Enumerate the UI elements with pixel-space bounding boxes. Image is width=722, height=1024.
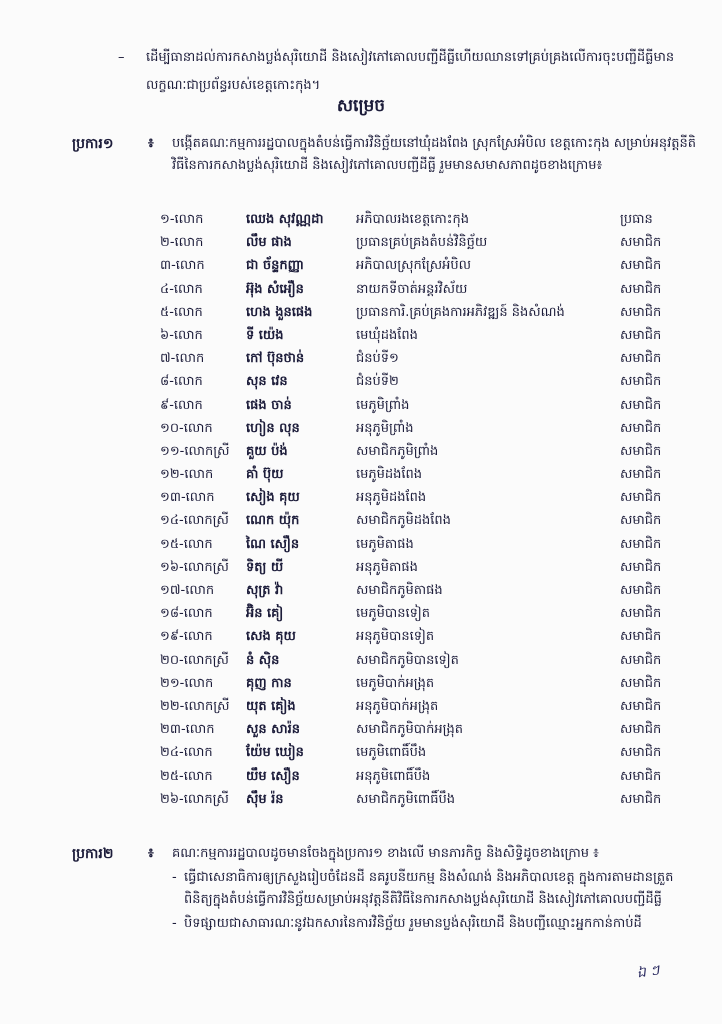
member-position: អភិបាលរងខេត្តកោះកុង (356, 212, 469, 227)
member-number: ២៣-លោក (160, 722, 215, 738)
member-name: យឹម សឿន (246, 768, 300, 784)
member-position: ប្រធានគ្រប់គ្រងតំបន់វិនិច្ឆ័យ (356, 235, 488, 251)
member-role: សមាជិក (620, 606, 662, 622)
member-position: អនុភូមិព្រាំង (356, 420, 414, 436)
member-number: ៥-លោក (160, 304, 203, 320)
member-number: ២៥-លោក (160, 768, 213, 784)
bullet-text: ធ្វើជាសេនាធិការឲ្យក្រសួងរៀបចំដែនដី នគរូបនីយកម្ម និងសំណង់ និងអភិបាលខេត្ត ក្នុងការតាមដានត្រួតពិនិត្យក្នុងតំបន់ធ្វើការវិនិច្ឆ័យសម្រាប់អនុវត្តនីតិវិធីនៃការកសាងប្លង់សុរិយោដី និងសៀវភៅគោលបញ្ជីដីធ្លី (184, 870, 674, 907)
member-position: ជំនប់ទី២ (356, 374, 399, 390)
member-number: ៩-លោក (160, 397, 203, 413)
member-number: ៨-លោក (160, 374, 203, 390)
member-role: សមាជិក (620, 513, 662, 529)
member-row (160, 231, 705, 254)
member-role: សមាជិក (620, 722, 662, 738)
member-row (160, 394, 705, 417)
member-row (160, 463, 705, 486)
member-row (160, 509, 705, 532)
article-1-label: ប្រការ១ (72, 136, 114, 152)
member-row (160, 417, 705, 440)
member-number: ១១-លោកស្រី (160, 443, 230, 459)
member-number: ២១-លោក (160, 675, 214, 691)
article-1-text: បង្កើតគណៈកម្មការរដ្ឋបាលក្នុងតំបន់ធ្វើការវិនិច្ឆ័យនៅឃុំដងពែង ស្រុកស្រែអំបិល ខេត្តកោះកុង សម្រាប់អនុវត្តនីតិវិធីនៃការកសាងប្លង់សុរិយោដី និងសៀវភៅគោលបញ្ជីដីធ្លី រួមមានសមាសភាពដូចខាងក្រោម៖ (172, 136, 697, 173)
member-role: សមាជិក (620, 490, 662, 506)
member-name: គួយ ប៉ង់ (246, 443, 288, 459)
member-position: នាយកទីចាត់អន្តរវិស័យ (356, 281, 468, 297)
handwritten-initials: ឯ ៗ (635, 962, 661, 982)
member-row (160, 672, 705, 695)
member-role: សមាជិក (620, 559, 662, 575)
member-name: សួន សារ៉ន (246, 722, 301, 738)
member-number: ១៦-លោកស្រី (160, 559, 229, 575)
member-role: សមាជិក (620, 675, 662, 691)
member-position: មេឃុំដងពែង (356, 327, 418, 343)
member-row (160, 602, 705, 625)
member-number: ២២-លោកស្រី (160, 698, 230, 714)
member-role: សមាជិក (620, 652, 662, 668)
member-position: មេភូមិពោធិ៍បឹង (356, 745, 427, 761)
member-position: សមាជិកភូមិដងពែង (356, 513, 451, 529)
article-1 (72, 133, 697, 177)
member-role: សមាជិក (620, 536, 662, 552)
member-row (160, 324, 705, 347)
member-name: យុត គៀង (246, 698, 296, 714)
member-name: អ៊ុង សំអឿន (246, 281, 304, 297)
member-number: ២៦-លោកស្រី (160, 791, 229, 807)
member-name: កៅ ប៊ុនថាន់ (246, 351, 305, 367)
member-row (160, 208, 705, 231)
member-row (160, 370, 705, 393)
member-row (160, 440, 705, 463)
member-name: សុន វេន (246, 374, 288, 390)
member-role: សមាជិក (620, 420, 662, 436)
member-number: ៤-លោក (160, 281, 203, 297)
member-row (160, 695, 705, 718)
member-position: ប្រធានការិ.គ្រប់គ្រងការអភិវឌ្ឍន៍ និងសំណង់ (356, 304, 565, 320)
member-name: លឹម ផាង (246, 235, 292, 251)
member-name: ហៀន លុន (246, 420, 300, 436)
member-position: អភិបាលស្រុកស្រែអំបិល (356, 258, 472, 274)
article-1-colon: ៖ (148, 136, 154, 151)
member-row (160, 254, 705, 277)
bullet-text: បិទផ្សាយជាសាធារណៈនូវឯកសារនៃការវិនិច្ឆ័យ រួមមានប្លង់សុរិយោដី និងបញ្ជីឈ្មោះអ្នកកាន់កាប់ដី (184, 916, 642, 931)
member-row (160, 556, 705, 579)
member-name: ផេង ចាន់ (246, 397, 292, 413)
article-2-text: គណៈកម្មការរដ្ឋបាលដូចមានចែងក្នុងប្រការ១ ខាងលើ មានភារកិច្ច និងសិទ្ធិដូចខាងក្រោម ៖ (172, 846, 599, 861)
member-row (160, 278, 705, 301)
member-row (160, 301, 705, 324)
member-role: សមាជិក (620, 768, 662, 784)
member-number: ៣-លោក (160, 258, 205, 274)
member-role: សមាជិក (620, 467, 662, 483)
member-name: ណេក យ៉ុក (246, 513, 300, 529)
member-position: មេភូមិព្រាំង (356, 397, 410, 413)
member-number: ៧-លោក (160, 351, 205, 367)
member-position: អនុភូមិបាក់អង្រុត (356, 698, 439, 714)
member-name: សៀង គុយ (246, 490, 300, 506)
member-row (160, 533, 705, 556)
member-row (160, 649, 705, 672)
member-row (160, 765, 705, 788)
member-position: មេភូមិបាក់អង្រុត (356, 675, 435, 691)
member-position: ជំនប់ទី១ (356, 351, 399, 367)
member-number: ១៤-លោកស្រី (160, 513, 229, 529)
member-role: ប្រធាន (620, 212, 653, 227)
member-position: សមាជិកភូមិបាក់អង្រុត (356, 722, 464, 738)
member-position: អនុភូមិបានទៀត (356, 629, 435, 645)
member-name: អ៊ិន គៀ (246, 606, 284, 622)
article-2 (72, 843, 697, 935)
article-2-bullet: - ធ្វើជាសេនាធិការឲ្យក្រសួងរៀបចំដែនដី នគរូបនីយកម្ម និងសំណង់ និងអភិបាលខេត្ត ក្នុងការតាមដានត្រួតពិនិត្យក្នុងតំបន់ធ្វើការវិនិច្ឆ័យសម្រាប់អនុវត្តនីតិវិធីនៃការកសាងប្លង់សុរិយោដី និងសៀវភៅគោលបញ្ជីដីធ្លី (172, 867, 697, 911)
decision-heading: សម្រេច (336, 96, 386, 116)
member-number: ១៥-លោក (160, 536, 213, 552)
member-name: ឈេង សុវណ្ណដា (246, 212, 324, 227)
member-role: សមាជិក (620, 583, 662, 598)
member-number: ១៧-លោក (160, 583, 215, 598)
member-number: ១៨-លោក (160, 606, 213, 622)
member-position: សមាជិកភូមិព្រាំង (356, 443, 439, 459)
member-role: សមាជិក (620, 327, 662, 343)
member-role: សមាជិក (620, 235, 662, 251)
member-role: សមាជិក (620, 397, 662, 413)
member-role: សមាជិក (620, 258, 662, 274)
member-position: មេភូមិតាផង (356, 536, 414, 552)
member-row (160, 579, 705, 602)
member-role: សមាជិក (620, 745, 662, 761)
article-2-label: ប្រការ២ (72, 846, 114, 862)
member-role: សមាជិក (620, 374, 662, 390)
member-number: ១២-លោក (160, 467, 214, 483)
member-role: សមាជិក (620, 304, 662, 320)
member-number: ១០-លោក (160, 420, 213, 436)
member-row (160, 625, 705, 648)
member-number: ១-លោក (160, 212, 204, 227)
member-name: ទិត្យ យី (246, 559, 284, 575)
intro-dash: – (118, 50, 125, 65)
member-row (160, 486, 705, 509)
article-2-bullet: - បិទផ្សាយជាសាធារណៈនូវឯកសារនៃការវិនិច្ឆ័យ រួមមានប្លង់សុរិយោដី និងបញ្ជីឈ្មោះអ្នកកាន់កាប់ដី (172, 913, 697, 935)
member-name: យ៉ែម ឃៀន (246, 745, 304, 761)
member-number: ២០-លោកស្រី (160, 652, 229, 668)
member-name: គាំ ប៊ុយ (246, 467, 284, 483)
member-number: ១៩-លោក (160, 629, 213, 645)
member-number: ២-លោក (160, 235, 204, 251)
member-role: សមាជិក (620, 281, 662, 297)
member-position: មេភូមិដងពែង (356, 467, 423, 483)
article-2-colon: ៖ (148, 846, 154, 861)
member-row (160, 788, 705, 811)
member-name: គុញ កាន (246, 675, 292, 691)
member-name: សុត្រ វ៉ា (246, 583, 284, 598)
member-position: សមាជិកភូមិបានទៀត (356, 652, 459, 668)
member-position: អនុភូមិតាផង (356, 559, 418, 575)
member-role: សមាជិក (620, 698, 662, 714)
member-name: ហេង ងួនផេង (246, 304, 313, 320)
member-name: ណៃ សឿន (246, 536, 300, 552)
member-position: អនុភូមិពោធិ៍បឹង (356, 768, 431, 784)
member-position: មេភូមិបានទៀត (356, 606, 431, 622)
member-name: ស៊ឹម រ៉ន (246, 791, 284, 807)
member-role: សមាជិក (620, 351, 662, 367)
member-name: សេង គុយ (246, 629, 296, 645)
member-number: ៦-លោក (160, 327, 203, 343)
member-row (160, 741, 705, 764)
intro-paragraph (118, 44, 693, 100)
member-role: សមាជិក (620, 791, 662, 807)
member-position: សមាជិកភូមិតាផង (356, 583, 443, 598)
member-role: សមាជិក (620, 443, 662, 459)
member-name: នំ ស៊ិន (246, 652, 280, 668)
member-row (160, 347, 705, 370)
member-name: ជា ច័ន្ទកញ្ញា (246, 258, 304, 274)
member-number: ២៤-លោក (160, 745, 213, 761)
member-list (160, 208, 705, 811)
member-position: អនុភូមិដងពែង (356, 490, 427, 506)
member-position: សមាជិកភូមិពោធិ៍បឹង (356, 791, 456, 807)
member-role: សមាជិក (620, 629, 662, 645)
intro-text: ដើម្បីធានាដល់ការកសាងប្លង់សុរិយោដី និងសៀវភៅគោលបញ្ជីដីធ្លីហើយឈានទៅគ្រប់គ្រងលើការចុះបញ្ជីដីធ្លីមានលក្ខណៈជាប្រព័ន្ធរបស់ខេត្តកោះកុង។ (146, 50, 675, 93)
member-number: ១៣-លោក (160, 490, 215, 506)
member-name: ទី យ៉េង (246, 327, 284, 343)
member-row (160, 718, 705, 741)
